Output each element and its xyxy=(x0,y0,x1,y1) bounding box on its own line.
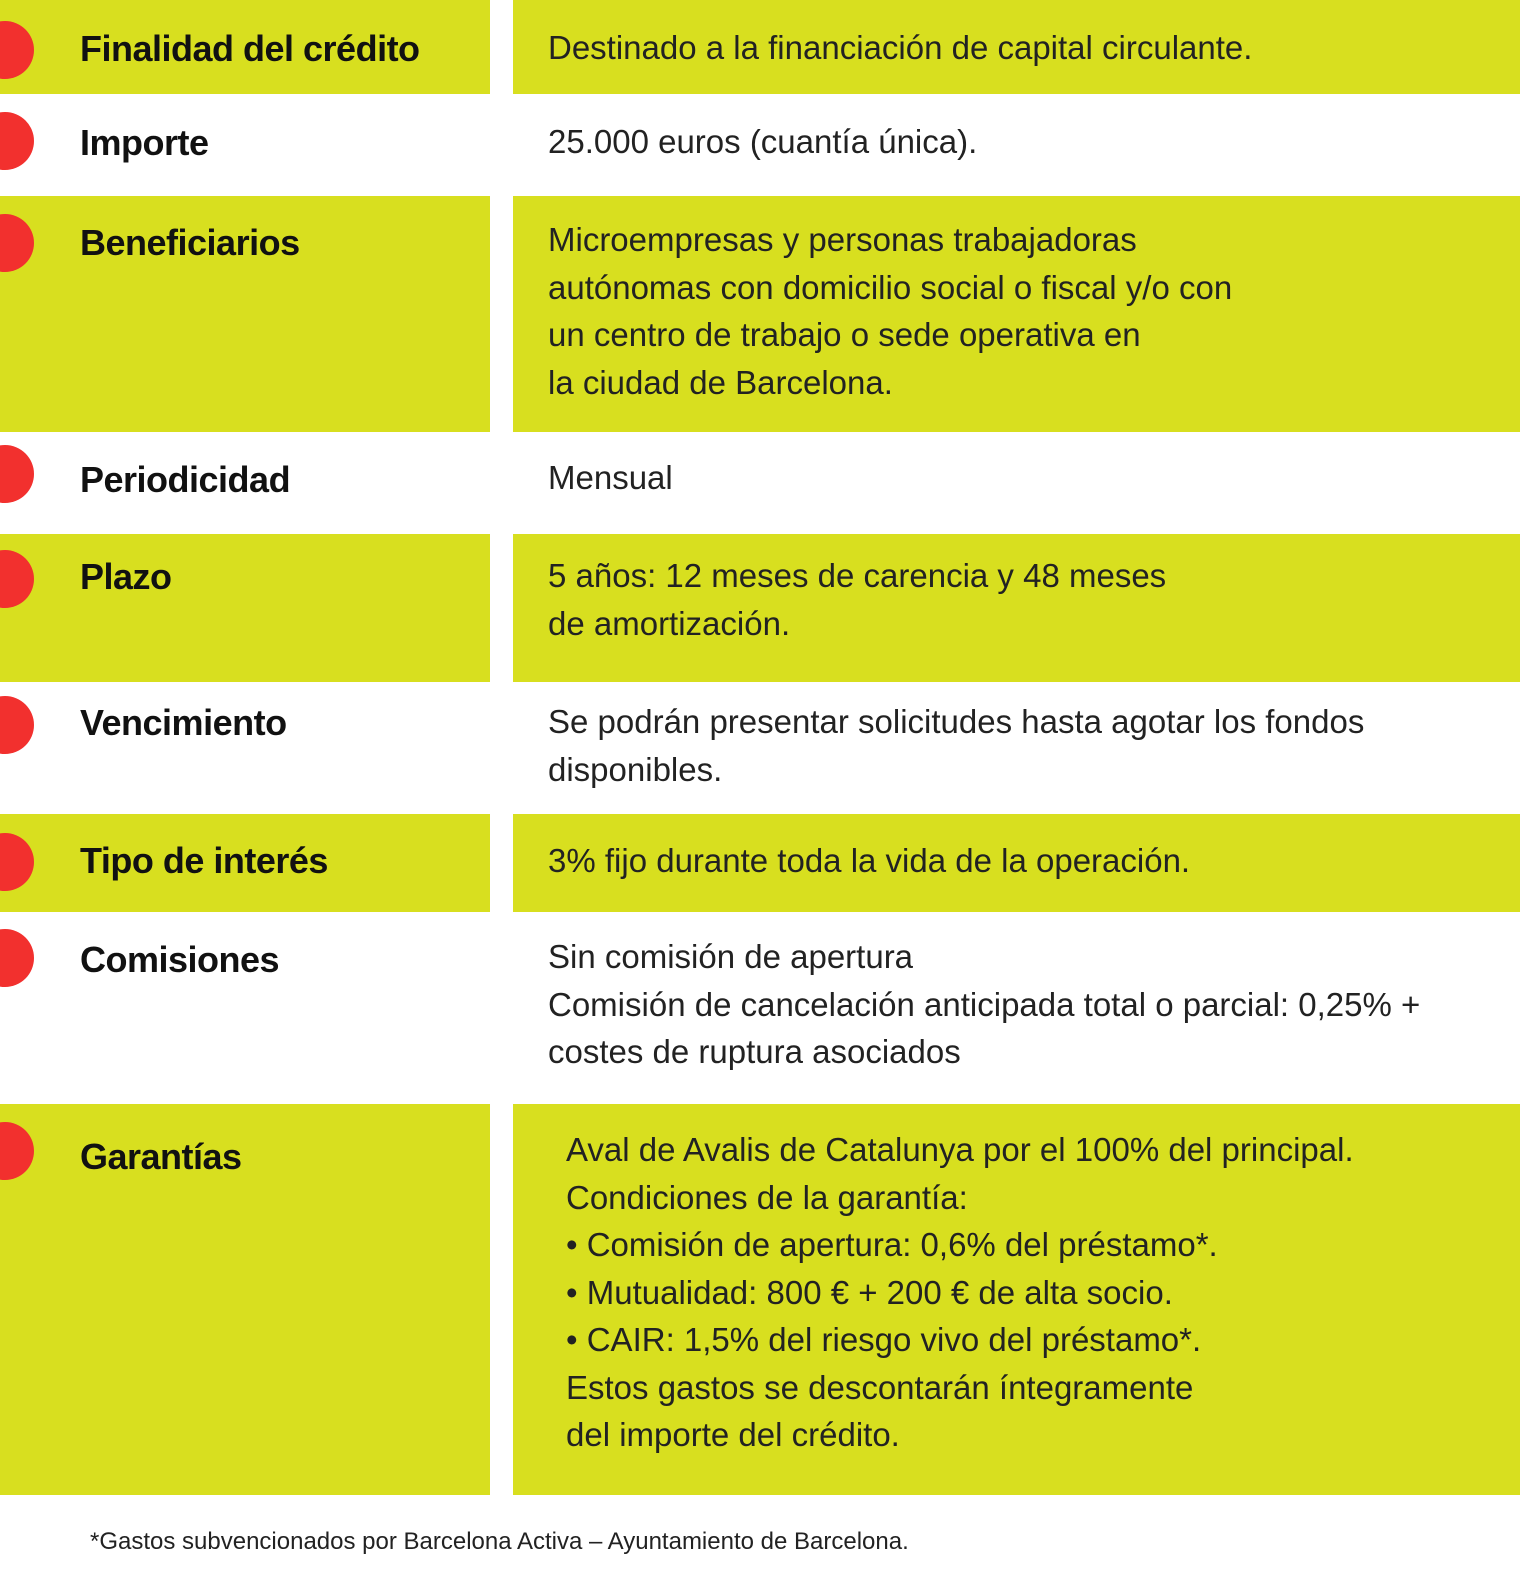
row-vencimiento xyxy=(0,682,1520,814)
label-cell xyxy=(0,1104,490,1495)
label-cell xyxy=(0,534,490,682)
value-line: Condiciones de la garantía: xyxy=(566,1178,968,1216)
bullet-dot-icon xyxy=(0,445,34,503)
row-label-finalidad: Finalidad del crédito xyxy=(80,28,420,69)
row-value-vencimiento xyxy=(548,698,1364,793)
row-value-periodicidad xyxy=(548,454,673,502)
row-value-tipo-interes xyxy=(548,837,1190,885)
value-line: Se podrán presentar solicitudes hasta agotar los fondos xyxy=(548,703,1365,740)
row-label-beneficiarios: Beneficiarios xyxy=(80,222,300,263)
row-label-periodicidad: Periodicidad xyxy=(80,459,291,500)
row-value-beneficiarios xyxy=(548,216,1232,406)
row-tipo-interes xyxy=(0,814,1520,912)
row-label-vencimiento: Vencimiento xyxy=(80,702,287,743)
row-label-tipo-interes: Tipo de interés xyxy=(80,840,328,881)
row-finalidad xyxy=(0,0,1520,94)
bullet-dot-icon xyxy=(0,696,34,754)
row-label-garantias: Garantías xyxy=(80,1136,242,1177)
row-value-comisiones xyxy=(548,933,1420,1076)
row-importe xyxy=(0,94,1520,196)
value-line: • CAIR: 1,5% del riesgo vivo del préstamo*. xyxy=(566,1321,1202,1358)
row-value-plazo xyxy=(548,552,1166,647)
row-plazo xyxy=(0,534,1520,682)
row-comisiones xyxy=(0,912,1520,1104)
value-line: un centro de trabajo o sede operativa en xyxy=(548,316,1141,353)
value-line: la ciudad de Barcelona. xyxy=(548,363,893,401)
value-line: Mensual xyxy=(548,459,673,496)
value-line: Comisión de cancelación anticipada total o parcial: 0,25% + xyxy=(548,985,1421,1023)
value-line: de amortización. xyxy=(548,604,791,642)
row-label-comisiones: Comisiones xyxy=(80,939,280,980)
value-line: autónomas con domicilio social o fiscal y/o con xyxy=(548,268,1233,306)
value-line: Estos gastos se descontarán íntegramente xyxy=(566,1368,1194,1406)
row-garantias xyxy=(0,1104,1520,1495)
value-line: disponibles. xyxy=(548,750,723,788)
row-value-importe xyxy=(548,118,977,166)
value-line: del importe del crédito. xyxy=(566,1416,900,1453)
value-line: Aval de Avalis de Catalunya por el 100% del principal. xyxy=(566,1131,1354,1168)
row-beneficiarios xyxy=(0,196,1520,432)
value-line: Microempresas y personas trabajadoras xyxy=(548,221,1137,258)
row-label-importe: Importe xyxy=(80,122,209,163)
footnote: *Gastos subvencionados por Barcelona Activa – Ayuntamiento de Barcelona. xyxy=(90,1528,909,1555)
bullet-dot-icon xyxy=(0,112,34,170)
bullet-dot-icon xyxy=(0,929,34,987)
value-line: Sin comisión de apertura xyxy=(548,938,914,975)
value-line: Destinado a la financiación de capital circulante. xyxy=(548,29,1253,66)
row-value-finalidad xyxy=(548,24,1252,72)
value-line: 5 años: 12 meses de carencia y 48 meses xyxy=(548,557,1167,594)
value-line: 3% fijo durante toda la vida de la operación. xyxy=(548,842,1191,879)
row-periodicidad xyxy=(0,432,1520,534)
row-label-plazo: Plazo xyxy=(80,556,172,597)
value-line: 25.000 euros (cuantía única). xyxy=(548,123,978,160)
value-line: • Comisión de apertura: 0,6% del préstamo*. xyxy=(566,1226,1218,1263)
row-value-garantias xyxy=(566,1126,1354,1459)
value-line: costes de ruptura asociados xyxy=(548,1033,961,1070)
value-line: • Mutualidad: 800 € + 200 € de alta socio. xyxy=(566,1273,1173,1311)
